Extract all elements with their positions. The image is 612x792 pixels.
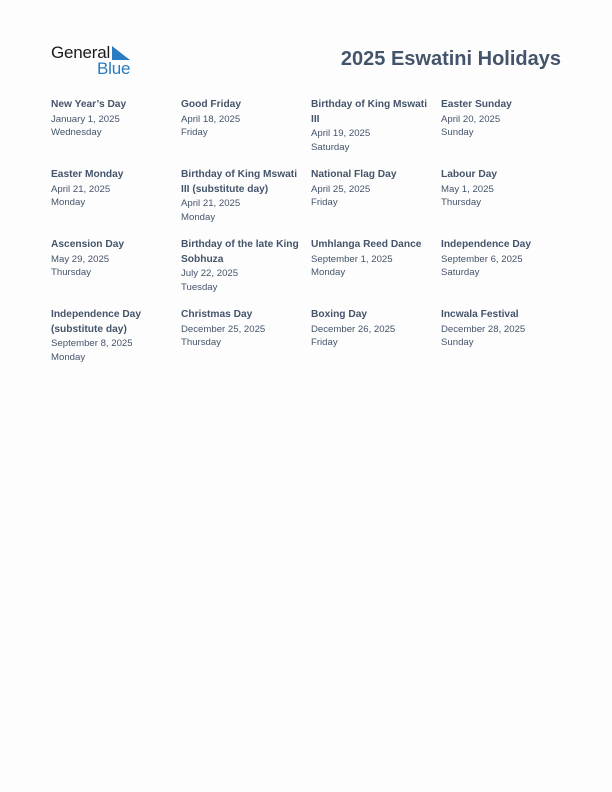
holiday-weekday: Thursday: [441, 197, 481, 209]
holiday-entry: [441, 168, 571, 238]
holiday-entry: [181, 168, 311, 238]
holiday-date: December 25, 2025: [181, 323, 266, 335]
holiday-entry: [51, 238, 181, 308]
holiday-entry: [181, 238, 311, 308]
holiday-date: September 1, 2025: [311, 253, 393, 265]
holiday-date: April 18, 2025: [181, 113, 241, 125]
holiday-name: Easter Monday: [51, 169, 124, 180]
holiday-name: Birthday of the late King Sobhuza: [181, 239, 299, 265]
holiday-date: April 25, 2025: [311, 183, 371, 195]
holiday-name: Incwala Festival: [441, 309, 519, 320]
holiday-name: Independence Day (substitute day): [51, 309, 142, 335]
holiday-entry: [181, 308, 311, 378]
holiday-weekday: Wednesday: [51, 127, 102, 139]
holiday-date: September 6, 2025: [441, 253, 523, 265]
holiday-name: National Flag Day: [311, 169, 397, 180]
holiday-name: Christmas Day: [181, 309, 253, 320]
holiday-entry: [311, 308, 441, 378]
holiday-weekday: Tuesday: [181, 281, 218, 293]
holiday-date: July 22, 2025: [181, 268, 239, 279]
holiday-weekday: Monday: [181, 211, 216, 223]
holiday-weekday: Thursday: [181, 337, 221, 349]
holiday-name: Birthday of King Mswati III (substitute day): [181, 169, 298, 195]
holiday-entry: [441, 238, 571, 308]
logo-general-text: General: [51, 43, 111, 62]
holiday-entry: [51, 308, 181, 378]
holiday-entry: [311, 98, 441, 168]
holiday-name: Good Friday: [181, 99, 241, 110]
holiday-entry: [51, 98, 181, 168]
holiday-name: Umhlanga Reed Dance: [311, 239, 422, 250]
page-title: 2025 Eswatini Holidays: [340, 48, 561, 70]
holiday-date: May 1, 2025: [441, 183, 494, 195]
holiday-entry: [311, 238, 441, 308]
holiday-date: May 29, 2025: [51, 253, 110, 265]
holiday-name: Ascension Day: [51, 239, 125, 250]
holiday-date: December 26, 2025: [311, 323, 396, 335]
holiday-weekday: Friday: [311, 337, 338, 349]
holiday-weekday: Saturday: [441, 267, 480, 279]
holiday-date: December 28, 2025: [441, 323, 526, 335]
holiday-grid: [51, 98, 571, 378]
holiday-date: April 20, 2025: [441, 113, 501, 125]
holiday-date: September 8, 2025: [51, 338, 133, 349]
holiday-weekday: Monday: [51, 197, 86, 209]
holiday-entry: [181, 98, 311, 168]
holiday-weekday: Saturday: [311, 141, 350, 153]
holiday-date: April 21, 2025: [181, 198, 241, 209]
holiday-weekday: Thursday: [51, 267, 91, 279]
holiday-date: January 1, 2025: [51, 113, 120, 125]
holiday-name: Independence Day: [441, 239, 532, 250]
holiday-date: April 21, 2025: [51, 183, 111, 195]
holiday-weekday: Friday: [181, 127, 208, 139]
generalblue-logo: [51, 44, 135, 78]
logo-blue-text: Blue: [97, 59, 131, 78]
holiday-weekday: Monday: [51, 351, 86, 363]
holiday-weekday: Friday: [311, 197, 338, 209]
logo-triangle-icon: [112, 46, 130, 60]
holiday-name: Boxing Day: [311, 309, 368, 320]
holiday-weekday: Monday: [311, 267, 346, 279]
holiday-name: Easter Sunday: [441, 99, 512, 110]
holiday-entry: [311, 168, 441, 238]
holiday-entry: [441, 308, 571, 378]
holiday-weekday: Sunday: [441, 337, 474, 349]
holiday-date: April 19, 2025: [311, 128, 371, 139]
holiday-name: New Year’s Day: [51, 99, 127, 110]
holiday-name: Labour Day: [441, 169, 498, 180]
holiday-weekday: Sunday: [441, 127, 474, 139]
holiday-name: Birthday of King Mswati III: [311, 99, 428, 125]
holiday-entry: [51, 168, 181, 238]
holiday-entry: [441, 98, 571, 168]
